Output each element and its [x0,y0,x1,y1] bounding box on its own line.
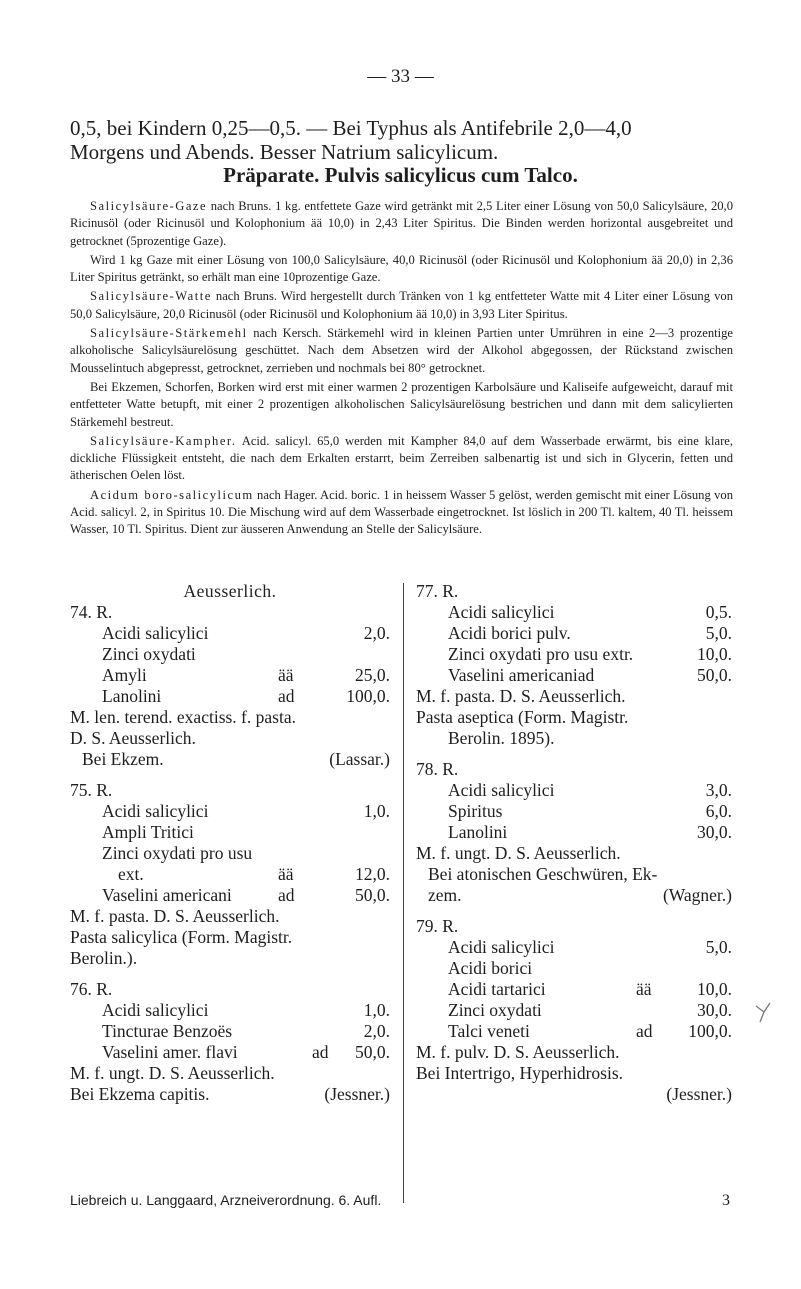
ingredient-line: Acidi borici [448,958,533,978]
recipe-number: 76. R. [70,979,113,999]
ingredient-line: Zinci oxydati pro usu [102,843,253,863]
instruction-line: Pasta aseptica (Form. Magistr. [416,707,629,727]
ingredient-line: Zinci oxydati pro usu extr. 10,0. [448,644,732,664]
author-line: (Jessner.) [666,1084,732,1104]
term: Salicylsäure-Stärkemehl [90,326,248,341]
ingredient-line: Vaselini americani ad 50,0. [102,885,390,905]
term: Acidum boro-salicylicum [90,487,254,502]
instruction-line: Berolin.). [70,948,138,968]
section-heading: Präparate. Pulvis salicylicus cum Talco. [223,163,578,187]
instruction-line: M. f. pasta. D. S. Aeusserlich. [416,686,626,706]
paragraph-staerkemehl [70,325,733,377]
paragraph-ekzemen [70,379,733,431]
recipe-number: 78. R. [416,759,459,779]
term: Salicylsäure-Watte [90,289,212,304]
ingredient-line: Acidi tartarici ää 10,0. [448,979,732,999]
paragraph-borosalicylicum [70,487,733,539]
ingredient-line: Acidi salicylici 1,0. [102,801,390,821]
paragraph-text: nach Bruns. Wird hergestellt durch Tränken von 1 kg entfetteter Watte mit 4 Liter einer Lösung von 50,0 Salicylsäure, 20,0 Ricinusöl (oder Ricinusöl und Kolophonium ää 10,0) in 3,93 Liter Spiritus. [70,289,733,321]
signature-mark: 3 [722,1192,730,1209]
ingredient-line: Acidi salicylici 0,5. [448,602,732,622]
recipe-75 [70,780,390,969]
recipe-77 [416,581,732,749]
instruction-line: Bei Intertrigo, Hyperhidrosis. [416,1063,624,1083]
column-title: Aeusserlich. [183,581,277,601]
recipe-76 [70,979,390,1105]
ingredient-line: Lanolini ad 100,0. [102,686,390,706]
intro-line-2: Morgens und Abends. Besser Natrium salicylicum. [70,140,499,164]
body-text [70,198,733,541]
ink-mark-icon [754,1000,774,1026]
instruction-line: M. f. ungt. D. S. Aeusserlich. [416,843,621,863]
ingredient-line: Zinci oxydati 30,0. [448,1000,732,1020]
ingredient-line: Ampli Tritici [102,822,194,842]
page-footer [70,1192,730,1208]
recipe-number: 77. R. [416,581,459,601]
instruction-line: M. len. terend. exactiss. f. pasta. [70,707,296,727]
column-divider [403,583,404,1203]
right-column [416,581,732,1105]
left-column [70,581,390,1105]
ingredient-line: Acidi borici pulv. 5,0. [448,623,732,643]
instruction-line: M. f. ungt. D. S. Aeusserlich. [70,1063,275,1083]
term: Salicylsäure-Gaze [90,199,208,213]
instruction-line: Bei atonischen Geschwüren, Ek- [428,864,658,884]
instruction-line: D. S. Aeusserlich. [70,728,196,748]
paragraph-watte [70,288,733,323]
instruction-line: Bei Ekzema capitis. (Jessner.) [70,1084,390,1104]
paragraph-text: nach Bruns. 1 kg. entfettete Gaze wird getränkt mit 2,5 Liter einer Lösung von 50,0 Salicylsäure, 20,0 Ricinusöl (oder Ricinusöl und Kolophonium ää 10,0) in 2,43 Liter Spiritus. Die Binden werden horizontal ausgebreitet und getrocknet (5prozentige Gaze). [70,199,733,248]
paragraph-text: Acid. salicyl. 65,0 werden mit Kampher 84,0 auf dem Wasserbade erwärmt, bis eine klare, dickliche Flüssigkeit entsteht, die nach dem Erkalten erstarrt, beim Zerreiben salbenartig ist und sich in Glycerin, fetten und ätherischen Oelen löst. [70,433,733,483]
ingredient-line: Tincturae Benzoës 2,0. [102,1021,390,1041]
ingredient-line: Acidi salicylici 2,0. [102,623,390,643]
recipe-74 [70,602,390,770]
ingredient-line: Spiritus 6,0. [448,801,732,821]
footer-text: Liebreich u. Langgaard, Arzneiverordnung. 6. Aufl. [70,1192,382,1208]
intro-line-1: 0,5, bei Kindern 0,25—0,5. — Bei Typhus als Antifebrile 2,0—4,0 [70,116,632,140]
paragraph-text: Wird 1 kg Gaze mit einer Lösung von 100,0 Salicylsäure, 40,0 Ricinusöl (oder Ricinusöl und Kolophonium ää 20,0) in 2,36 Liter Spiritus getränkt, so erhält man eine 10prozentige Gaze. [70,252,733,285]
instruction-line: Bei Ekzem. (Lassar.) [82,749,390,769]
ingredient-line: Talci veneti ad 100,0. [448,1021,732,1041]
ingredient-line: Lanolini 30,0. [448,822,732,842]
ingredient-line: Acidi salicylici 5,0. [448,937,732,957]
instruction-line: M. f. pulv. D. S. Aeusserlich. [416,1042,620,1062]
ingredient-line: Amyli ää 25,0. [102,665,390,685]
page-number: — 33 — [367,66,434,87]
ingredient-line: Vaselini amer. flavi ad 50,0. [102,1042,390,1062]
paragraph-gaze-10 [70,252,733,287]
recipe-78 [416,759,732,906]
term: Salicylsäure-Kampher. [90,433,237,448]
instruction-line: Pasta salicylica (Form. Magistr. [70,927,293,947]
ingredient-line: Acidi salicylici 1,0. [102,1000,390,1020]
intro-text [70,116,735,164]
paragraph-text: nach Kersch. Stärkemehl wird in kleinen Partien unter Umrühren in eine 2—3 prozentige alkoholische Salicylsäurelösung geschüttet. Nach dem Absetzen wird der Alkohol abgegossen, der Rückstand zwischen Mousselintuch abgepresst, getrocknet, zerrieben und nochmals bei 80° getrocknet. [70,326,733,375]
instruction-line: Berolin. 1895). [448,728,555,748]
paragraph-text: nach Hager. Acid. boric. 1 in heissem Wasser 5 gelöst, werden gemischt mit einer Lösung von Acid. salicyl. 2, in Spiritus 10. Die Mischung wird auf dem Wasserbade eingetrocknet. Ist löslich in 200 Tl. kaltem, 40 Tl. heissem Wasser, 10 Tl. Spiritus. Dient zur äusseren Anwendung an Stelle der Salicylsäure. [70,487,733,537]
paragraph-kampher [70,433,733,485]
recipe-number: 74. R. [70,602,113,622]
ingredient-line: Acidi salicylici 3,0. [448,780,732,800]
recipe-79 [416,916,732,1105]
ingredient-line: ext. ää 12,0. [118,864,390,884]
recipe-number: 79. R. [416,916,459,936]
ingredient-line: Vaselini americaniad 50,0. [448,665,732,685]
instruction-line: M. f. pasta. D. S. Aeusserlich. [70,906,280,926]
paragraph-gaze [70,198,733,250]
paragraph-text: Bei Ekzemen, Schorfen, Borken wird erst mit einer warmen 2 prozentigen Karbolsäure und Kaliseife aufgeweicht, darauf mit entfetteter Watte betupft, mit einer 2 prozentigen alkoholischen Salicylsäurelösung bestrichen und dann mit dem salicylierten Stärkemehl bestreut. [70,379,733,429]
recipe-number: 75. R. [70,780,113,800]
ingredient-line: Zinci oxydati [102,644,196,664]
instruction-line: zem. (Wagner.) [428,885,732,905]
